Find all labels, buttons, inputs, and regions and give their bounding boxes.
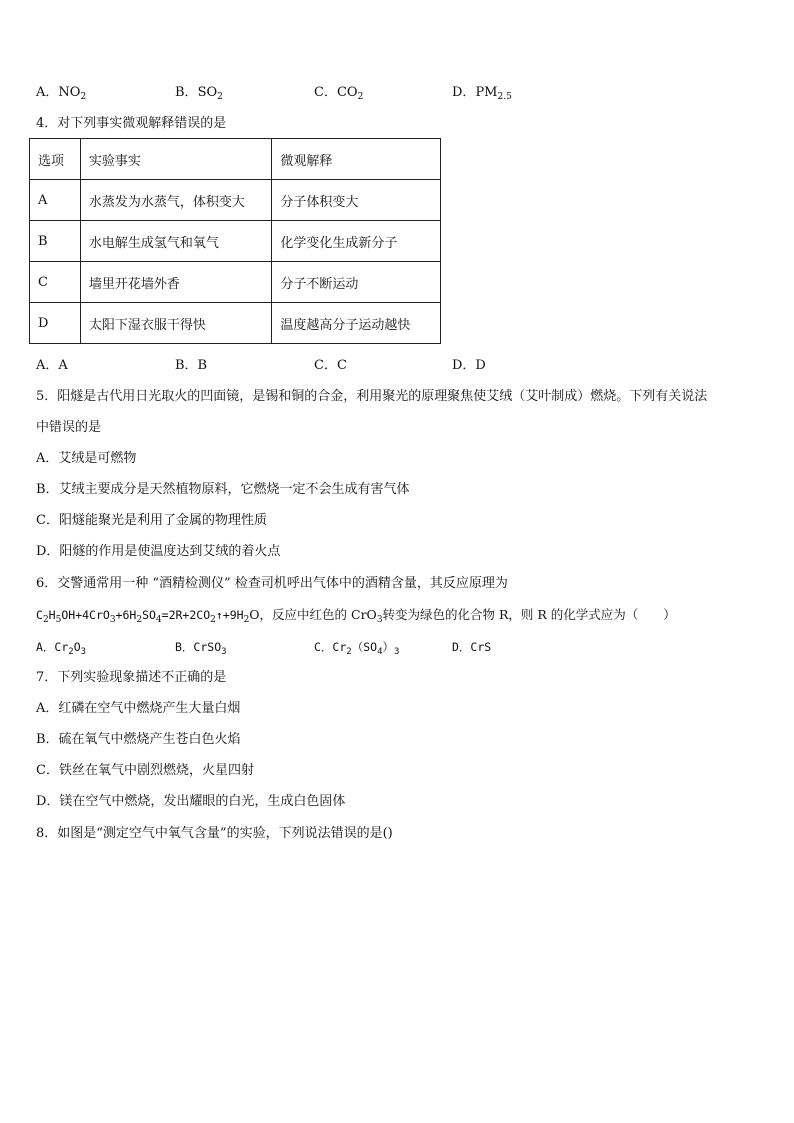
q6-equation-line: [36, 606, 676, 624]
q3-option-b-prefix: B．: [175, 85, 198, 100]
q6-eq-sub: 3: [109, 615, 116, 625]
q4-header-fact: 实验事实: [80, 139, 272, 180]
q6-eq-part: +6H: [115, 608, 137, 622]
q4-cell-option: A: [30, 180, 81, 221]
q6-eq-sub: 2: [136, 615, 143, 625]
q6-option-c-sub: 3: [393, 647, 400, 657]
q6-eq-part: C: [36, 608, 43, 622]
q6-eq-sub: 2: [243, 615, 250, 625]
q6-option-b-sub: 3: [221, 647, 227, 657]
q3-option-c: [314, 84, 363, 102]
q6-eq-sub: 2: [210, 615, 216, 625]
q6-eq-part: O，反应中红色的 CrO: [249, 607, 377, 622]
q4-cell-explanation: 化学变化生成新分子: [272, 221, 441, 262]
q6-eq-sub: 5: [55, 615, 62, 625]
q6-eq-part: OH+4CrO: [61, 608, 110, 622]
q6-option-c: [314, 638, 399, 656]
q4-cell-fact: 水电解生成氢气和氧气: [80, 221, 272, 262]
q4-cell-explanation: 分子不断运动: [272, 262, 441, 303]
q5-option-d: D．阳燧的作用是使温度达到艾绒的着火点: [36, 544, 281, 559]
q5-stem-line2: 中错误的是: [36, 420, 102, 435]
q4-table: [29, 138, 441, 344]
q4-header-explanation: 微观解释: [272, 139, 441, 180]
q7-option-c: C．铁丝在氧气中剧烈燃烧，火星四射: [36, 763, 254, 778]
q6-option-c-part: C．Cr: [314, 640, 347, 654]
table-row: [30, 303, 441, 344]
q6-eq-part: H: [48, 608, 56, 622]
q6-eq-sub: 3: [376, 615, 383, 625]
q3-option-a-formula: NO: [58, 85, 81, 100]
q4-cell-option: C: [30, 262, 81, 303]
q6-option-c-sub: 2: [346, 647, 352, 657]
q5-option-a: A．艾绒是可燃物: [36, 451, 137, 466]
q3-option-a: [36, 84, 86, 102]
q6-eq-part: =2R+2CO: [161, 608, 211, 622]
q6-option-a-part: A．Cr: [36, 640, 69, 654]
q4-cell-fact: 水蒸发为水蒸气，体积变大: [80, 180, 272, 221]
q6-option-a: [36, 638, 86, 656]
q6-option-c-sub: 4: [377, 647, 383, 657]
q4-option-a: A．A: [36, 358, 68, 373]
q5-option-b: B．艾绒主要成分是天然植物原料，它燃烧一定不会生成有害气体: [36, 482, 410, 497]
q4-cell-explanation: 分子体积变大: [272, 180, 441, 221]
q4-cell-option: D: [30, 303, 81, 344]
q5-option-c: C．阳燧能聚光是利用了金属的物理性质: [36, 513, 267, 528]
q3-option-c-formula: CO: [336, 85, 358, 100]
q4-table-header-row: [30, 139, 441, 180]
q6-option-a-part: O: [73, 640, 81, 654]
q4-cell-fact: 太阳下湿衣服干得快: [80, 303, 272, 344]
q6-stem-line1: 6．交警通常用一种 “酒精检测仪” 检查司机呼出气体中的酒精含量，其反应原理为: [36, 576, 508, 591]
q6-option-b-part: B．CrSO: [175, 640, 222, 654]
q4-cell-explanation: 温度越高分子运动越快: [272, 303, 441, 344]
table-row: [30, 221, 441, 262]
table-row: [30, 180, 441, 221]
q6-option-c-part: （SO: [351, 640, 378, 654]
q7-option-a: A．红磷在空气中燃烧产生大量白烟: [36, 701, 241, 716]
q6-option-d: D．CrS: [452, 640, 492, 654]
q3-option-b-sub: 2: [217, 92, 223, 102]
q6-eq-sub: 2: [42, 615, 49, 625]
q3-option-a-sub: 2: [80, 92, 87, 102]
q8-stem: 8．如图是“测定空气中氧气含量”的实验，下列说法错误的是(): [36, 826, 393, 841]
q3-option-d-formula: PM: [475, 85, 498, 100]
q3-option-d-sub: 2.5: [497, 92, 512, 102]
q4-option-c: C．C: [314, 358, 347, 373]
q6-eq-part: 转变为绿色的化合物 R，则 R 的化学式应为（ ）: [382, 607, 676, 622]
q7-stem: 7．下列实验现象描述不正确的是: [36, 670, 227, 685]
q3-option-c-prefix: C．: [314, 85, 337, 100]
q4-cell-fact: 墙里开花墙外香: [80, 262, 272, 303]
q7-option-b: B．硫在氧气中燃烧产生苍白色火焰: [36, 732, 241, 747]
q3-option-c-sub: 2: [357, 92, 364, 102]
table-row: [30, 262, 441, 303]
q6-option-a-sub: 3: [80, 647, 87, 657]
q3-option-d: [452, 84, 512, 102]
q5-stem-line1: 5．阳燧是古代用日光取火的凹面镜，是锡和铜的合金，利用聚光的原理聚焦使艾绒（艾叶制成）燃烧。下列有关说法: [36, 389, 708, 404]
q6-option-a-sub: 2: [68, 647, 74, 657]
q4-option-d: D．D: [452, 358, 486, 373]
q3-option-a-prefix: A．: [36, 85, 59, 100]
q6-option-b: [175, 638, 227, 656]
q3-option-d-prefix: D．: [452, 85, 476, 100]
q3-option-b-formula: SO: [197, 85, 218, 100]
q4-stem: 4．对下列事实微观解释错误的是: [36, 116, 227, 131]
q3-option-b: [175, 84, 223, 102]
q6-option-c-part: ）: [382, 640, 394, 654]
q4-header-option: 选项: [30, 139, 81, 180]
q4-option-b: B．B: [175, 358, 208, 373]
q4-cell-option: B: [30, 221, 81, 262]
q6-eq-part: ↑+9H: [215, 608, 244, 622]
q6-eq-part: SO: [142, 608, 156, 622]
q7-option-d: D．镁在空气中燃烧，发出耀眼的白光，生成白色固体: [36, 794, 346, 809]
q6-eq-sub: 4: [155, 615, 162, 625]
